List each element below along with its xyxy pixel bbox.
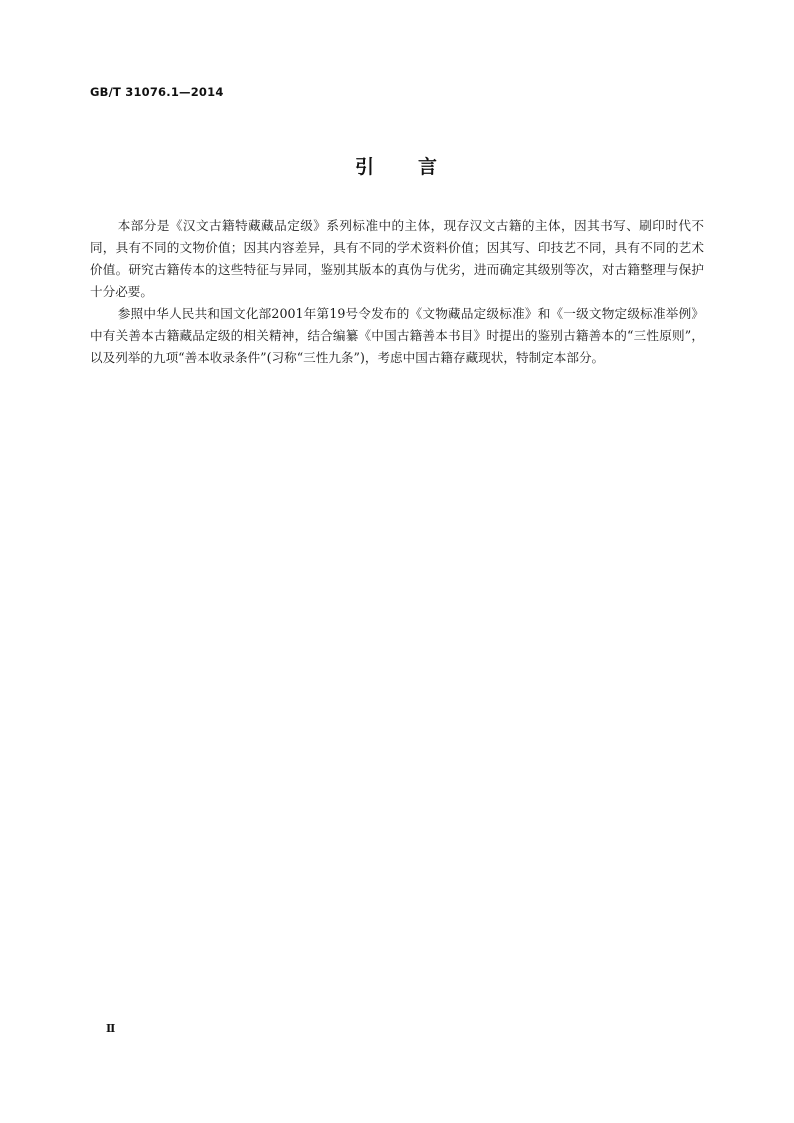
standard-code: GB/T 31076.1—2014 <box>90 85 224 99</box>
introduction-body <box>90 215 704 369</box>
paragraph-1: 本部分是《汉文古籍特藏藏品定级》系列标准中的主体，现存汉文古籍的主体，因其书写、刷印时代不同，具有不同的文物价值；因其内容差异，具有不同的学术资料价值；因其写、印技艺不同，具有不同的艺术价值。研究古籍传本的这些特征与异同，鉴别其版本的真伪与优劣，进而确定其级别等次，对古籍整理与保护十分必要。 <box>90 218 704 299</box>
page-number: Ⅱ <box>106 1022 116 1035</box>
section-title-char-2: 言 <box>418 156 440 178</box>
section-title-char-1: 引 <box>354 156 376 178</box>
section-title <box>0 152 794 179</box>
paragraph-2: 参照中华人民共和国文化部2001年第19号令发布的《文物藏品定级标准》和《一级文物定级标准举例》中有关善本古籍藏品定级的相关精神，结合编纂《中国古籍善本书目》时提出的鉴别古籍善本的“三性原则”，以及列举的九项“善本收录条件”(习称“三性九条”)，考虑中国古籍存藏现状，特制定本部分。 <box>90 306 704 365</box>
